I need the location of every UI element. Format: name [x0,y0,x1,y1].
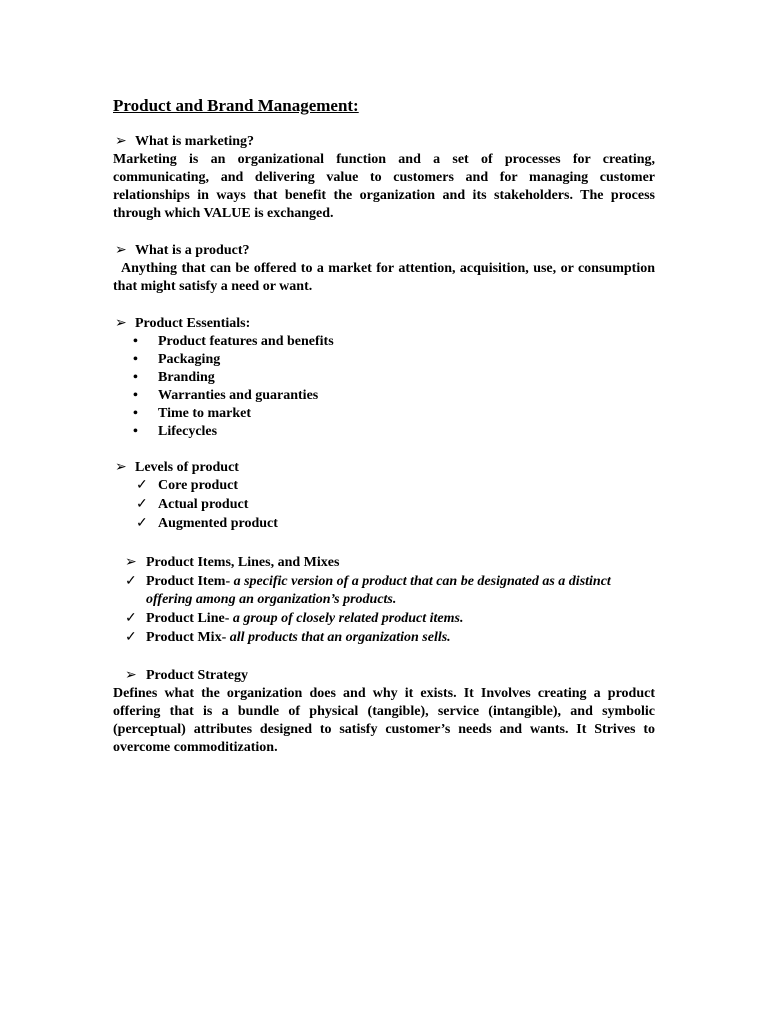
round-bullet-icon: • [133,388,138,403]
section-marketing [113,133,655,223]
definition-product-line [113,610,655,629]
list-item: ✓ Augmented product [136,516,278,531]
mixes-heading: Product Items, Lines, and Mixes [146,555,340,570]
round-bullet-icon: • [133,406,138,421]
checkmark-bullet-icon: ✓ [125,574,137,589]
page-title: Product and Brand Management: [113,96,359,115]
arrowhead-bullet-icon: ➢ [125,668,137,683]
round-bullet-icon: • [133,352,138,367]
list-item: ✓ Core product [136,478,238,493]
levels-list [113,477,655,534]
essentials-heading-line [113,315,655,333]
definition-text: a specific version of a product that can be designated as a distinct offering among an organization’s products. [146,574,611,607]
product-heading-line [113,242,655,260]
list-item: • Lifecycles [133,424,218,439]
round-bullet-icon: • [133,334,138,349]
arrowhead-bullet-icon: ➢ [125,555,137,570]
arrowhead-bullet-icon: ➢ [115,134,127,149]
marketing-definition: Marketing is an organizational function and a set of processes for creating, communicating, and delivering value to customers and for managing customer relationships in ways that benefit the organization and its stakeholders. The process through which VALUE is exchanged. [113,152,655,221]
section-product-strategy [113,667,655,757]
term-product-line: Product Line- [146,611,230,626]
section-product [113,242,655,296]
list-item: • Product features and benefits [133,334,334,349]
checkmark-bullet-icon: ✓ [136,478,148,493]
round-bullet-icon: • [133,370,138,385]
definition-text: a group of closely related product items. [229,611,464,626]
essentials-list [113,333,655,441]
list-item: • Packaging [133,352,221,367]
levels-heading: Levels of product [135,460,239,475]
marketing-heading-line [113,133,655,151]
marketing-heading: What is marketing? [135,134,254,149]
term-product-mix: Product Mix- [146,630,227,645]
section-product-essentials [113,315,655,441]
product-heading: What is a product? [135,243,250,258]
arrowhead-bullet-icon: ➢ [115,460,127,475]
checkmark-bullet-icon: ✓ [125,611,137,626]
list-item: • Time to market [133,406,252,421]
definition-product-mix [113,629,655,648]
arrowhead-bullet-icon: ➢ [115,316,127,331]
definition-text: all products that an organization sells. [226,630,451,645]
list-item: • Branding [133,370,215,385]
mixes-heading-line [113,554,655,573]
definition-product-item [113,573,655,610]
levels-heading-line [113,459,655,477]
checkmark-bullet-icon: ✓ [136,516,148,531]
checkmark-bullet-icon: ✓ [125,630,137,645]
section-items-lines-mixes [113,554,655,648]
essentials-heading: Product Essentials: [135,316,251,331]
checkmark-bullet-icon: ✓ [136,497,148,512]
section-levels-of-product [113,459,655,534]
strategy-heading-line [113,667,655,685]
round-bullet-icon: • [133,424,138,439]
list-item: • Warranties and guaranties [133,388,319,403]
strategy-definition: Defines what the organization does and why it exists. It Involves creating a product offering that is a bundle of physical (tangible), service (intangible), and symbolic (perceptual) attributes designed to satisfy customer’s needs and wants. It Strives to overcome commoditization. [113,686,655,755]
term-product-item: Product Item- [146,574,231,589]
list-item: ✓ Actual product [136,497,249,512]
strategy-heading: Product Strategy [146,668,248,683]
product-definition: Anything that can be offered to a market for attention, acquisition, use, or consumption that might satisfy a need or want. [113,261,655,294]
arrowhead-bullet-icon: ➢ [115,243,127,258]
